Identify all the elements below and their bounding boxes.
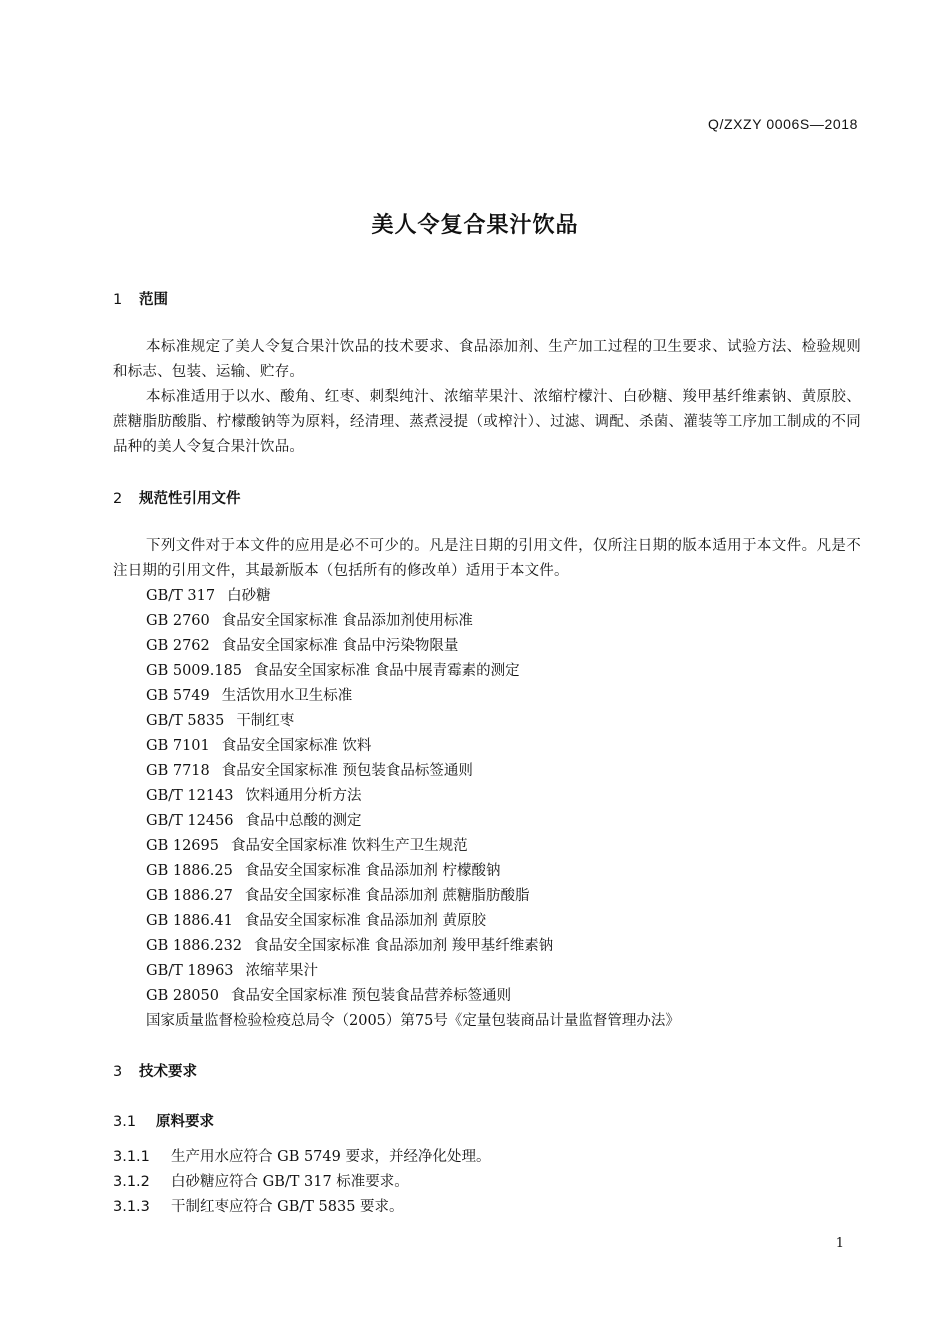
reference-name: 食品中总酸的测定 [245, 813, 362, 829]
reference-code: GB 2760 [146, 613, 210, 629]
clause-number: 3.1.1 [113, 1149, 150, 1165]
reference-code: GB/T 18963 [146, 963, 234, 979]
reference-item [146, 584, 861, 609]
reference-name: 食品安全国家标准 食品添加剂 羧甲基纤维素钠 [254, 938, 554, 954]
reference-item [146, 834, 861, 859]
subsection-title: 原料要求 [156, 1114, 214, 1130]
reference-code: GB 5749 [146, 688, 210, 704]
reference-name: 食品安全国家标准 饮料生产卫生规范 [230, 838, 468, 854]
section-number: 3 [113, 1064, 123, 1080]
reference-name: 食品安全国家标准 食品中污染物限量 [221, 638, 459, 654]
clause [113, 1195, 404, 1220]
reference-list [146, 584, 861, 1034]
clause-number: 3.1.3 [113, 1199, 150, 1215]
reference-name: 食品安全国家标准 预包装食品标签通则 [221, 763, 473, 779]
document-code: Q/ZXZY 0006S—2018 [707, 116, 858, 132]
reference-name: 食品安全国家标准 食品中展青霉素的测定 [254, 663, 520, 679]
page-number: 1 [835, 1236, 844, 1251]
reference-item [146, 884, 861, 909]
reference-code: GB/T 5835 [146, 713, 225, 729]
reference-name: 食品安全国家标准 饮料 [221, 738, 372, 754]
reference-item [146, 859, 861, 884]
reference-name: 生活饮用水卫生标准 [221, 688, 353, 704]
document-title: 美人令复合果汁饮品 [371, 213, 579, 238]
clause [113, 1145, 490, 1170]
references-intro: 下列文件对于本文件的应用是必不可少的。凡是注日期的引用文件，仅所注日期的版本适用于本文件。凡是不注日期的引用文件，其最新版本（包括所有的修改单）适用于本文件。 [113, 538, 861, 579]
reference-code: GB 12695 [146, 838, 219, 854]
section-title: 范围 [139, 292, 168, 308]
reference-name: 食品安全国家标准 预包装食品营养标签通则 [230, 988, 512, 1004]
reference-name: 白砂糖 [227, 588, 271, 604]
reference-name: 食品安全国家标准 食品添加剂 蔗糖脂肪酸脂 [244, 888, 530, 904]
clause-text: 白砂糖应符合 GB/T 317 标准要求。 [171, 1174, 409, 1190]
section-heading-requirements [113, 1060, 197, 1081]
reference-item [146, 909, 861, 934]
reference-decree: 国家质量监督检验检疫总局令（2005）第75号《定量包装商品计量监督管理办法》 [146, 1013, 680, 1029]
subsection-number: 3.1 [113, 1114, 137, 1130]
reference-item [146, 609, 861, 634]
reference-item [146, 984, 861, 1009]
reference-item [146, 634, 861, 659]
reference-code: GB 28050 [146, 988, 219, 1004]
reference-name: 浓缩苹果汁 [245, 963, 319, 979]
reference-code: GB 5009.185 [146, 663, 243, 679]
reference-code: GB 7718 [146, 763, 210, 779]
section-number: 1 [113, 292, 123, 308]
section-heading-scope [113, 288, 168, 309]
clause-text: 干制红枣应符合 GB/T 5835 要求。 [171, 1199, 404, 1215]
reference-item [146, 809, 861, 834]
reference-code: GB 1886.25 [146, 863, 233, 879]
reference-code: GB/T 12456 [146, 813, 234, 829]
reference-code: GB 2762 [146, 638, 210, 654]
clause-number: 3.1.2 [113, 1174, 150, 1190]
reference-item [146, 659, 861, 684]
reference-code: GB/T 317 [146, 588, 216, 604]
reference-name: 食品安全国家标准 食品添加剂 柠檬酸钠 [244, 863, 501, 879]
reference-code: GB 7101 [146, 738, 210, 754]
subsection-heading-raw-materials [113, 1110, 214, 1131]
section-title: 规范性引用文件 [139, 491, 241, 507]
reference-item [146, 934, 861, 959]
section-number: 2 [113, 491, 123, 507]
reference-name: 饮料通用分析方法 [245, 788, 362, 804]
reference-item [146, 759, 861, 784]
reference-name: 干制红枣 [236, 713, 295, 729]
reference-code: GB/T 12143 [146, 788, 234, 804]
clause [113, 1170, 409, 1195]
reference-item [146, 734, 861, 759]
reference-item [146, 959, 861, 984]
reference-item [146, 709, 861, 734]
reference-code: GB 1886.41 [146, 913, 233, 929]
reference-code: GB 1886.27 [146, 888, 233, 904]
section-heading-references [113, 487, 241, 508]
scope-paragraph: 本标准规定了美人令复合果汁饮品的技术要求、食品添加剂、生产加工过程的卫生要求、试验方法、检验规则和标志、包装、运输、贮存。 [113, 339, 861, 380]
clause-text: 生产用水应符合 GB 5749 要求，并经净化处理。 [171, 1149, 491, 1165]
reference-name: 食品安全国家标准 食品添加剂使用标准 [221, 613, 473, 629]
reference-code: GB 1886.232 [146, 938, 243, 954]
reference-name: 食品安全国家标准 食品添加剂 黄原胶 [244, 913, 487, 929]
reference-item [146, 784, 861, 809]
scope-paragraph: 本标准适用于以水、酸角、红枣、刺梨纯汁、浓缩苹果汁、浓缩柠檬汁、白砂糖、羧甲基纤维素钠、黄原胶、蔗糖脂肪酸脂、柠檬酸钠等为原料，经清理、蒸煮浸提（或榨汁）、过滤、调配、杀菌、灌装等工序加工制成的不同品种的美人令复合果汁饮品。 [113, 389, 861, 455]
section-title: 技术要求 [139, 1064, 197, 1080]
reference-item [146, 684, 861, 709]
